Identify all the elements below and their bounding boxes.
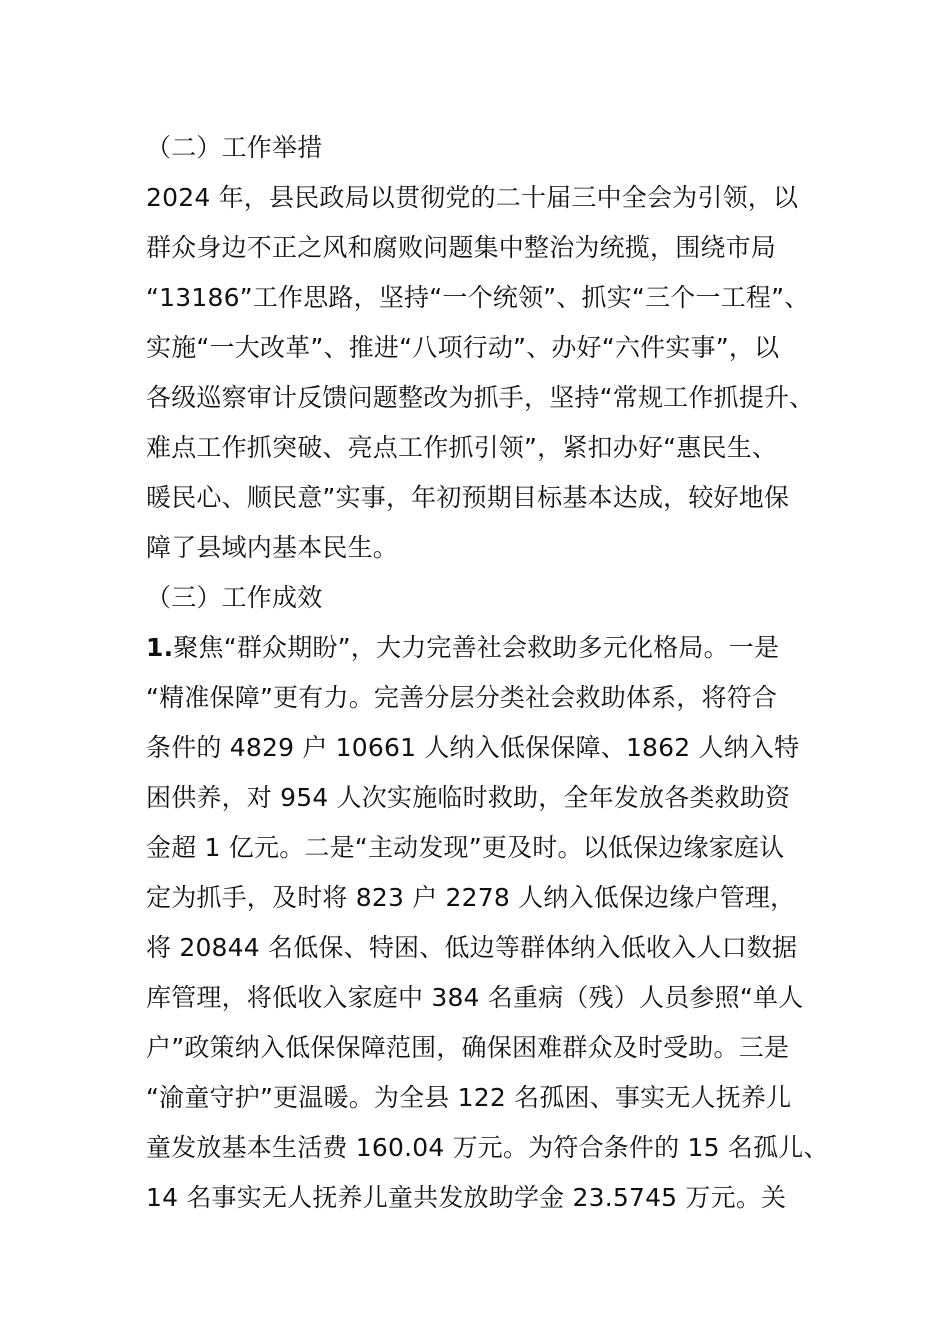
section-heading-measures: （二）工作举措 — [146, 133, 323, 162]
paragraph-line-text: 聚焦“群众期盼”，大力完善社会救助多元化格局。一是 — [173, 633, 780, 662]
paragraph-line: 户”政策纳入低保保障范围，确保困难群众及时受助。三是 — [146, 1033, 790, 1062]
paragraph-line: 各级巡察审计反馈问题整改为抓手，坚持“常规工作抓提升、 — [146, 383, 815, 412]
item-number: 1. — [146, 633, 174, 662]
paragraph-line: 定为抓手，及时将 823 户 2278 人纳入低保边缘户管理， — [146, 883, 796, 912]
paragraph-line: 障了县域内基本民生。 — [146, 533, 399, 562]
paragraph-line: 困供养，对 954 人次实施临时救助，全年发放各类救助资 — [146, 783, 791, 812]
paragraph-line: 难点工作抓突破、亮点工作抓引领”，紧扣办好“惠民生、 — [146, 433, 778, 462]
paragraph-line: 条件的 4829 户 10661 人纳入低保保障、1862 人纳入特 — [146, 733, 800, 762]
paragraph-line: 14 名事实无人抚养儿童共发放助学金 23.5745 万元。关 — [146, 1183, 787, 1212]
paragraph-line: 群众身边不正之风和腐败问题集中整治为统揽，围绕市局 — [146, 233, 777, 262]
paragraph-line: 实施“一大改革”、推进“八项行动”、办好“六件实事”，以 — [146, 333, 780, 362]
section-heading-results: （三）工作成效 — [146, 583, 323, 612]
paragraph-line: 将 20844 名低保、特困、低边等群体纳入低收入人口数据 — [146, 933, 798, 962]
paragraph-line: 库管理，将低收入家庭中 384 名重病（残）人员参照“单人 — [146, 983, 804, 1012]
paragraph-line-first — [146, 628, 836, 668]
paragraph-line: 2024 年，县民政局以贯彻党的二十届三中全会为引领，以 — [146, 183, 799, 212]
paragraph-line: “渝童守护”更温暖。为全县 122 名孤困、事实无人抚养儿 — [146, 1083, 792, 1112]
paragraph-line: 金超 1 亿元。二是“主动发现”更及时。以低保边缘家庭认 — [146, 833, 785, 862]
paragraph-line: “精准保障”更有力。完善分层分类社会救助体系，将符合 — [146, 683, 778, 712]
paragraph-line: 暖民心、顺民意”实事，年初预期目标基本达成，较好地保 — [146, 483, 790, 512]
paragraph-line: 童发放基本生活费 160.04 万元。为符合条件的 15 名孤儿、 — [146, 1133, 829, 1162]
paragraph-line: “13186”工作思路，坚持“一个统领”、抓实“三个一工程”、 — [146, 283, 810, 312]
